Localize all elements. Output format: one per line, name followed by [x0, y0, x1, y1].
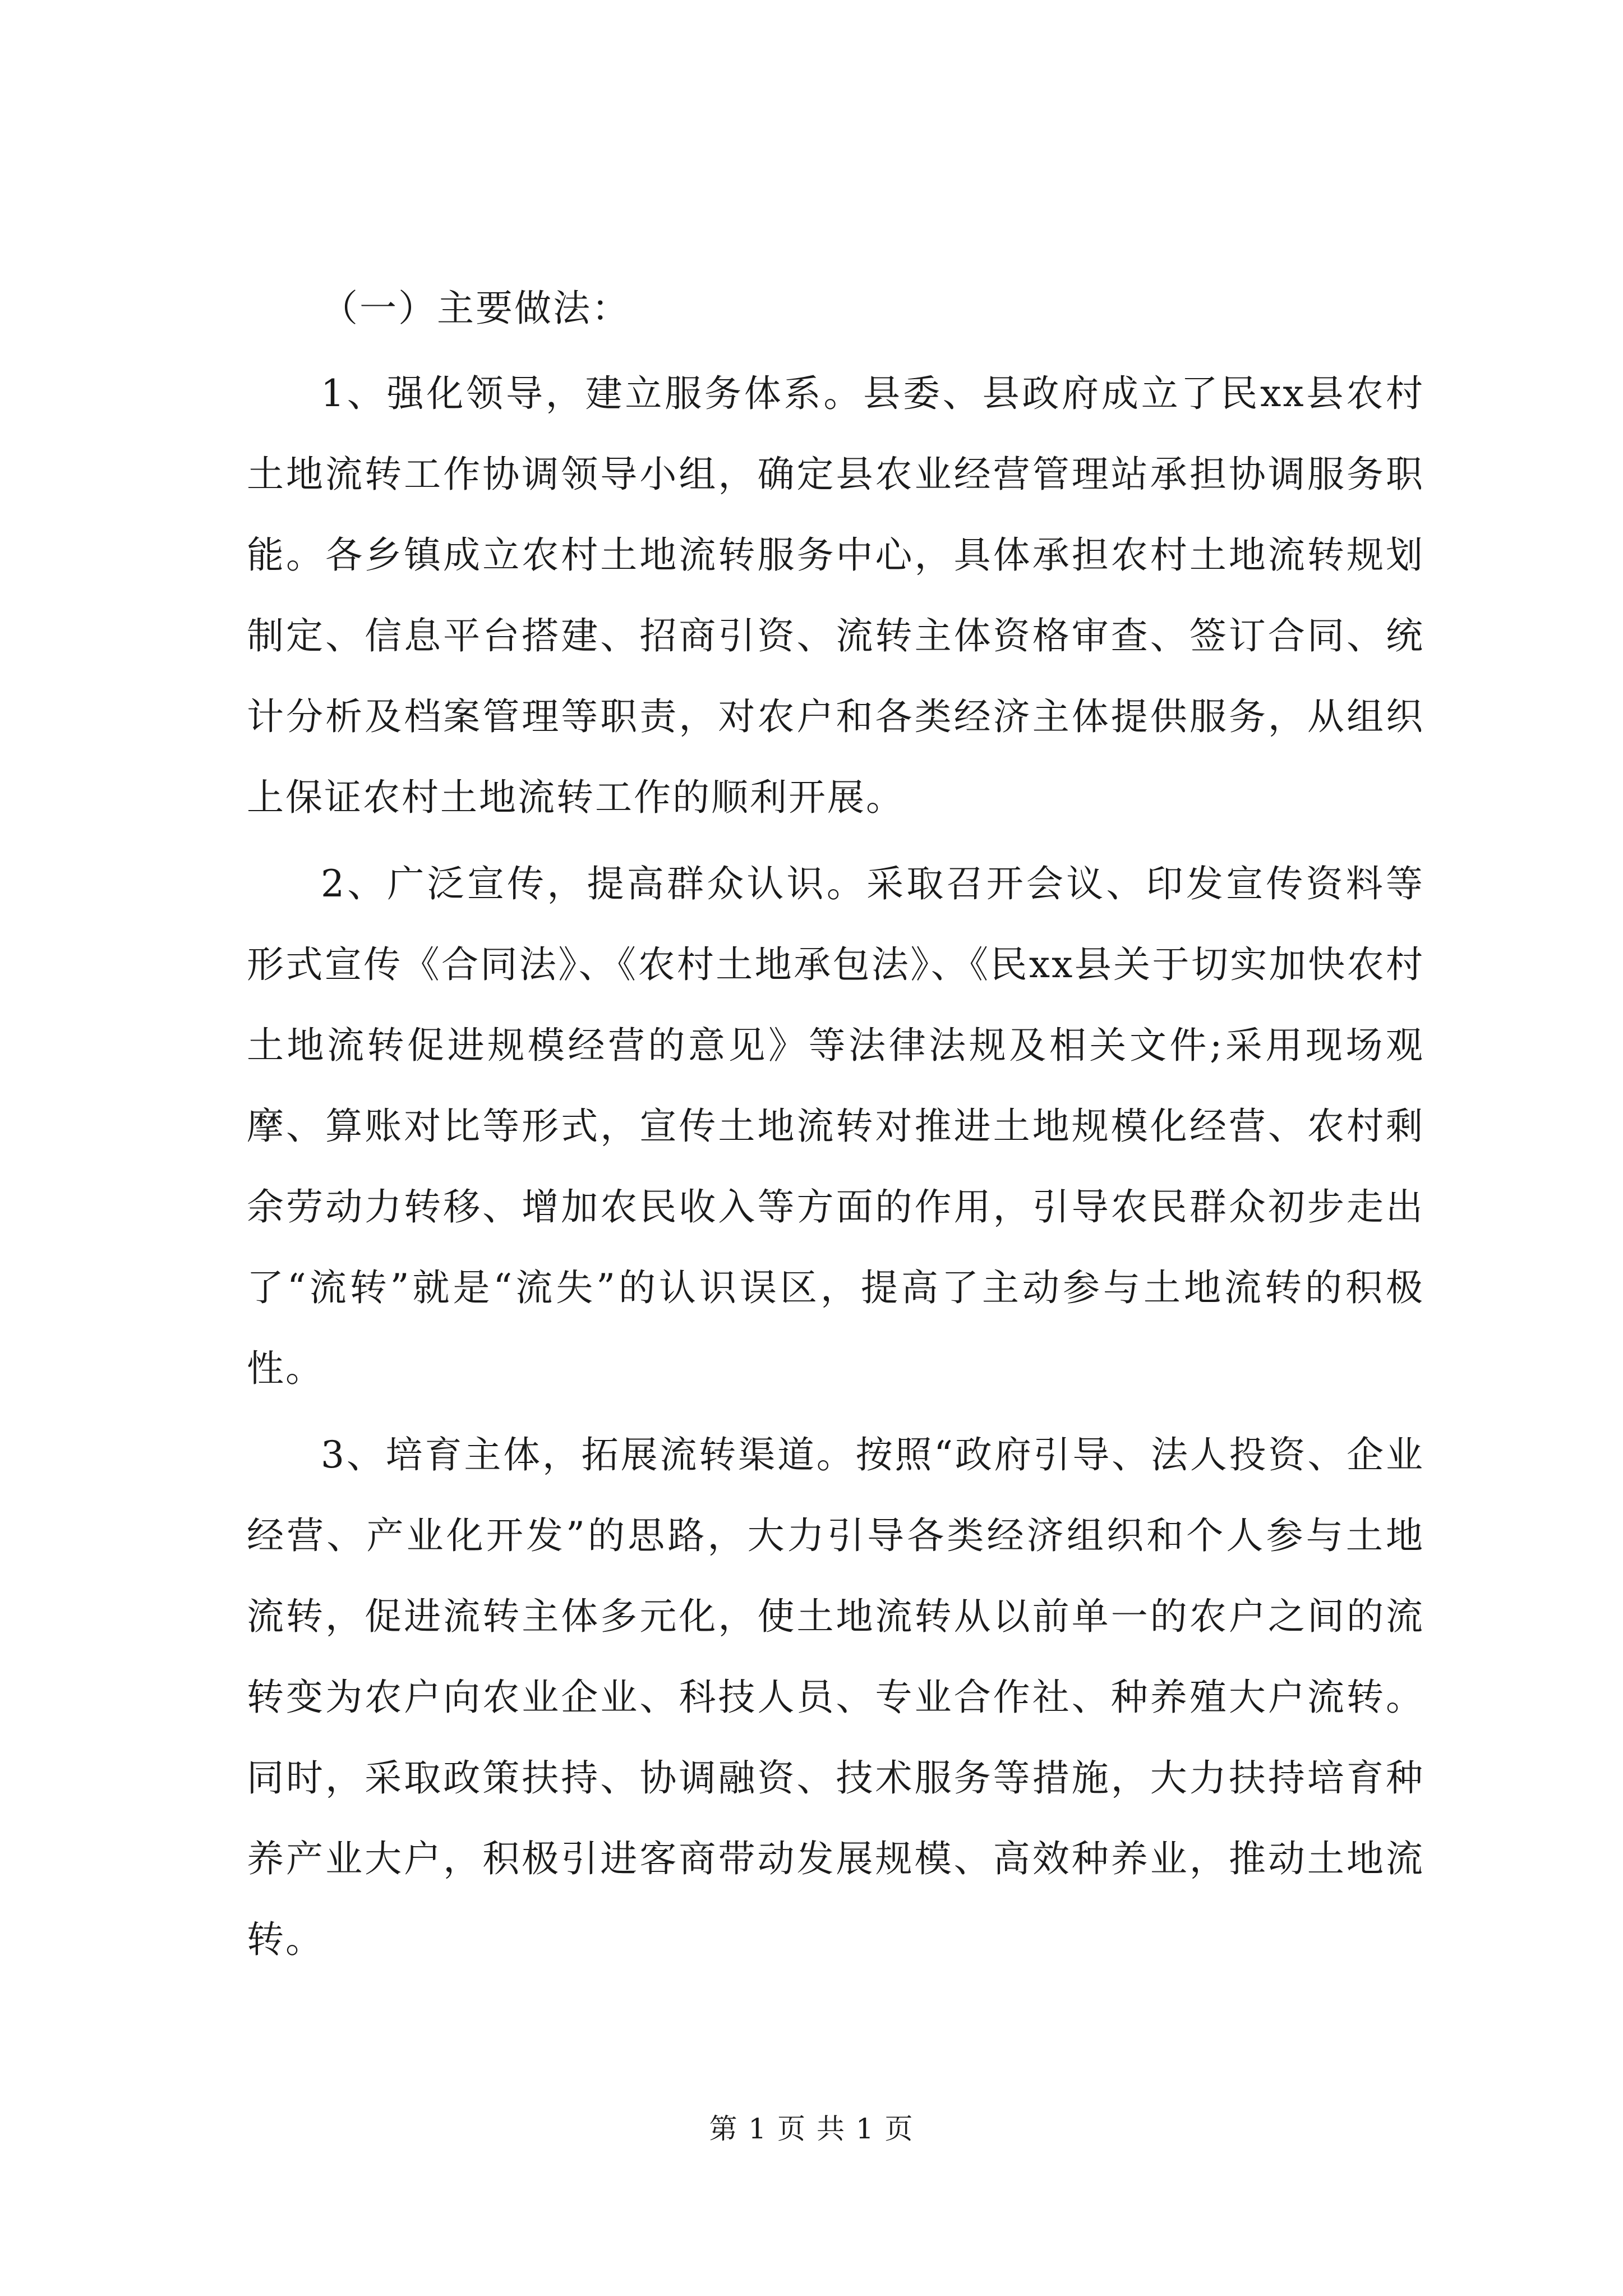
section-heading: （一）主要做法： — [321, 287, 630, 330]
page-footer: 第 1 页 共 1 页 — [709, 2113, 914, 2145]
document-body — [247, 264, 1424, 1980]
paragraph-3: 3、培育主体，拓展流转渠道。按照“政府引导、法人投资、企业经营、产业化开发”的思路，大力引导各类经济组织和个人参与土地流转，促进流转主体多元化，使土地流转从以前单一的农户之间的流转变为农户向农业企业、科技人员、专业合作社、种养殖大户流转。同时，采取政策扶持、协调融资、技术服务等措施，大力扶持培育种养产业大户，积极引进客商带动发展规模、高效种养业，推动土地流转。 — [247, 1433, 1424, 1961]
paragraph-1: 1、强化领导，建立服务体系。县委、县政府成立了民xx县农村土地流转工作协调领导小组，确定县农业经营管理站承担协调服务职能。各乡镇成立农村土地流转服务中心，具体承担农村土地流转规划制定、信息平台搭建、招商引资、流转主体资格审查、签订合同、统计分析及档案管理等职责，对农户和各类经济主体提供服务，从组织上保证农村土地流转工作的顺利开展。 — [247, 372, 1424, 819]
paragraph-2: 2、广泛宣传，提高群众认识。采取召开会议、印发宣传资料等形式宣传《合同法》、《农村土地承包法》、《民xx县关于切实加快农村土地流转促进规模经营的意见》等法律法规及相关文件;采用现场观摩、算账对比等形式，宣传土地流转对推进土地规模化经营、农村剩余劳动力转移、增加农民收入等方面的作用，引导农民群众初步走出了“流转”就是“流失”的认识误区，提高了主动参与土地流转的积极性。 — [247, 862, 1424, 1390]
